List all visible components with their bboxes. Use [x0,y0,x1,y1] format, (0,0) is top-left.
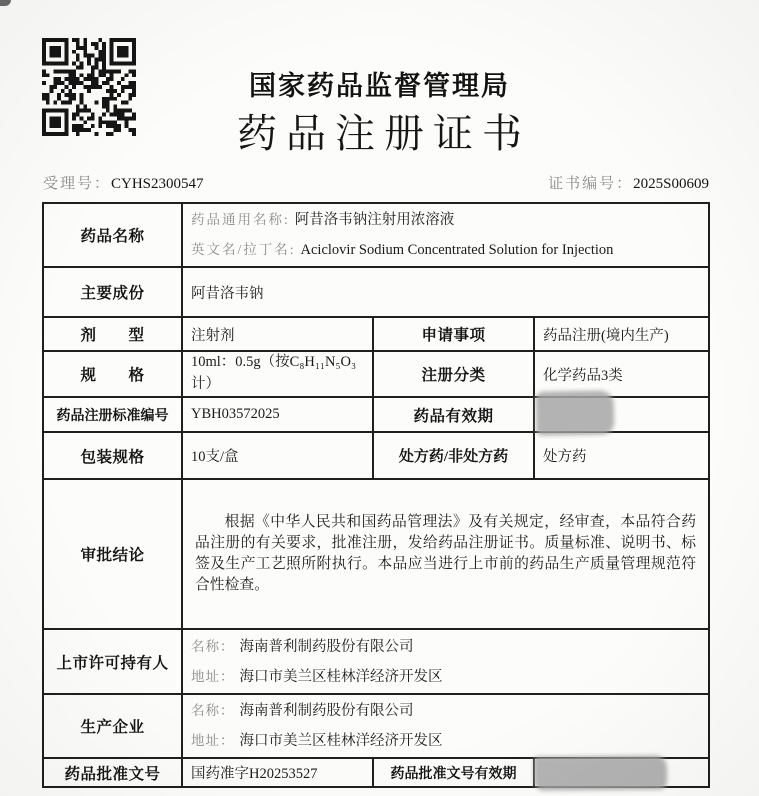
manufacturer-address-value: 海口市美兰区桂林洋经济开发区 [239,733,443,749]
english-name-label: 英文名/拉丁名: [191,242,296,257]
dosage-form-value: 注射剂 [182,317,373,351]
row-license-holder [43,629,709,694]
manufacturer-name-label: 名称： [191,703,235,718]
generic-name-value: 阿昔洛韦钠注射用浓溶液 [294,212,455,228]
package-spec-label: 包装规格 [43,432,182,479]
certificate-number-label: 证书编号： [548,176,634,192]
standard-number-label: 药品注册标准编号 [43,397,182,432]
manufacturer-cell [182,694,709,758]
prescription-type-value: 处方药 [534,432,709,479]
holder-name-value: 海南普利制药股份有限公司 [239,638,414,655]
row-spec-category [43,351,709,397]
registration-category-value: 化学药品3类 [534,351,709,397]
redaction-drug-validity [536,390,615,435]
dosage-form-label: 剂 型 [43,317,182,351]
row-approval-conclusion [43,479,709,629]
holder-address-value: 海口市美兰区桂林洋经济开发区 [239,668,443,685]
row-manufacturer [43,694,709,758]
certificate-number [548,172,709,193]
approval-number-label: 药品批准文号 [43,758,182,787]
holder-name-line [191,632,700,662]
specification-label: 规 格 [43,351,182,397]
holder-address-label: 地址： [191,668,235,684]
english-name-value: Aciclovir Sodium Concentrated Solution for Injection [300,242,614,258]
document-title: 药品注册证书 [237,111,531,156]
acceptance-number-label: 受理号： [43,176,112,192]
manufacturer-address-line [191,726,700,756]
manufacturer-label: 生产企业 [43,694,182,758]
approval-number-validity-label: 药品批准文号有效期 [373,758,534,787]
drug-validity-label: 药品有效期 [373,397,534,432]
holder-address-line [191,662,700,692]
row-drug-name [43,203,709,267]
standard-number-value: YBH03572025 [182,397,373,432]
scan-corner-artifact [0,0,11,6]
acceptance-number-value: CYHS2300547 [111,176,204,192]
approval-number-value: 国药准字H20253527 [182,758,373,787]
license-holder-cell [182,629,709,694]
main-ingredient-value: 阿昔洛韦钠 [182,267,709,317]
english-name-line [191,235,700,265]
certificate-table [42,202,710,788]
package-spec-value: 10支/盒 [182,432,373,479]
certificate-number-value: 2025S00609 [633,176,709,192]
specification-text: 10ml：0.5g（按C₈H₁₁N₅O₃计） [191,354,357,392]
acceptance-number [43,172,204,193]
holder-name-label: 名称： [191,638,235,654]
row-main-ingredient [43,267,709,317]
manufacturer-name-line [191,696,700,726]
application-item-label: 申请事项 [373,317,534,351]
main-ingredient-label: 主要成份 [43,267,182,317]
registration-category-label: 注册分类 [373,351,534,397]
prescription-type-label: 处方药/非处方药 [373,432,534,479]
row-package-rx [43,432,709,479]
approval-conclusion-text: 根据《中华人民共和国药品管理法》及有关规定，经审查，本品符合药品注册的有关要求，批准注册，发给药品注册证书。质量标准、说明书、标签及生产工艺照所附执行。本品应当进行上市前的药品生产质量管理规范符合性检查。 [195,514,697,593]
manufacturer-address-label: 地址： [191,733,235,748]
redaction-approval-validity [534,755,667,790]
meta-row [43,172,709,193]
manufacturer-name-value: 海南普利制药股份有限公司 [239,703,414,719]
approval-conclusion-label: 审批结论 [43,479,182,629]
approval-conclusion-cell [182,479,709,629]
agency-title: 国家药品监督管理局 [249,71,510,101]
row-dosage-application [43,317,709,351]
specification-value [182,351,373,397]
drug-name-cell [182,203,709,267]
license-holder-label: 上市许可持有人 [43,629,182,694]
application-item-value: 药品注册(境内生产) [534,317,709,351]
generic-name-line [191,205,700,235]
drug-name-label: 药品名称 [43,203,182,267]
generic-name-label: 药品通用名称: [191,212,290,227]
